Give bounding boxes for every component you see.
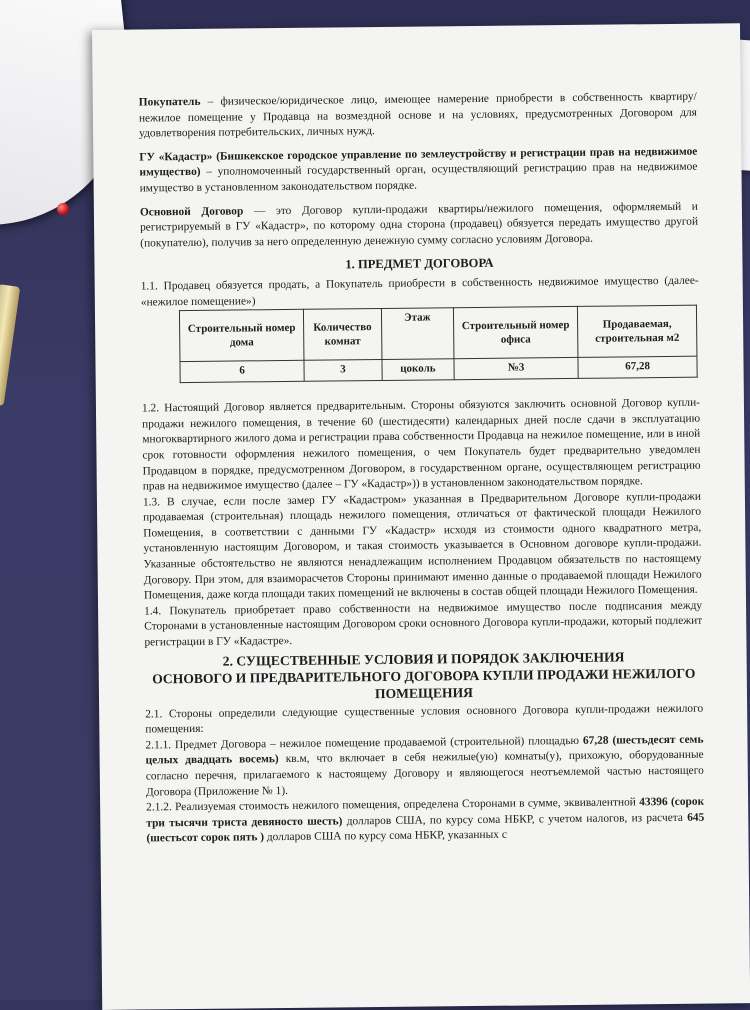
table-header: Этаж (381, 308, 454, 360)
price-per-m2: 645 (шестьсот сорок пять ) (146, 811, 705, 845)
table-header-row (179, 305, 697, 361)
clause-text: 2.1.2. Реализуемая стоимость нежилого помещения, определена Сторонами в сумме, эквивалентной (146, 796, 640, 814)
clause-2-1: 2.1. Стороны определили следующие существенные условия основного Договора купли-продажи нежилого помещения: (145, 702, 704, 736)
table-cell: цоколь (382, 359, 455, 381)
definition-text: — это Договор купли-продажи квартиры/нежилого помещения, оформляемый и регистрируемый в ГУ «Кадастр», по которому одна сторона (продавец) обязуется передать имущество другой (покупателю), получив за него определенную денежную сумму согласно условиям Договора. (140, 200, 699, 250)
clause-1-4: 1.4. Покупатель приобретает право собственности на недвижимое имущество после подписания между Сторонами в установленные настоящим Договором сроки основного Договора купли-продажи, который подлежит регистрации в ГУ «Кадастре». (144, 599, 703, 649)
clause-text: долларов США по курсу сома НБКР, указанных с (263, 829, 507, 844)
section-2-title (145, 647, 704, 704)
definition-buyer (139, 90, 697, 143)
area-words: (шестьдесят семь целых двадцать восемь) (145, 733, 704, 767)
table-header: Количество комнат (304, 309, 382, 361)
table-header: Строительный номер офиса (453, 307, 578, 359)
document-content (139, 90, 705, 848)
pushpin-icon (57, 203, 69, 215)
term-kadastr: ГУ «Кадастр» (Бишкекское городское управление по землеустройству и регистрации прав на недвижимое имущество) (139, 145, 698, 179)
clause-text: кв.м, что включает в себя нежилые(ую) комнаты(у), прихожую, оборудованные согласно перечня, прилагаемого к настоящему Договору и являющегося неотъемлемой частью настоящего Договора (Приложение № 1). (145, 749, 704, 799)
section-2-title-line: ОСНОВОГО И ПРЕДВАРИТЕЛЬНОГО ДОГОВОРА КУПЛИ ПРОДАЖИ НЕЖИЛОГО (152, 665, 696, 687)
price-value: 43396 (сорок три тысячи триста девяносто шесть) (146, 795, 705, 830)
clause-1-1: 1.1. Продавец обязуется продать, а Покупатель приобрести в собственность недвижимое имущество (далее- «нежилое помещение») (140, 274, 699, 309)
definition-kadastr (139, 144, 697, 197)
definition-main-contract (140, 199, 698, 252)
document-page (92, 23, 750, 1010)
clause-text: 2.1.1. Предмет Договора – нежилое помещение продаваемой (строительной) площадью (145, 734, 583, 752)
area-value: 67,28 (582, 734, 609, 747)
table-cell: 3 (304, 360, 382, 382)
table-header: Строительный номер дома (179, 309, 304, 361)
property-table (179, 305, 698, 383)
table-cell: 6 (180, 360, 304, 382)
clause-2-1-2 (146, 795, 704, 848)
table-row (180, 356, 697, 382)
table-cell: №3 (454, 358, 578, 380)
table-header: Продаваемая, строительная м2 (578, 305, 697, 357)
definition-text: – уполномоченный государственный орган, осуществляющий регистрацию прав на недвижимое имущество в установленном законодательством порядке. (139, 161, 698, 195)
section-2-title-line: 2. СУЩЕСТВЕННЫЕ УСЛОВИЯ И ПОРЯДОК ЗАКЛЮЧЕНИЯ (222, 649, 625, 669)
clause-1-2: 1.2. Настоящий Договор является предварительным. Стороны обязуются заключить основной Договор купли-продажи нежилого помещения, в течение 60 (шестидесяти) календарных дней после сдачи в эксплуатацию многоквартирного жилого дома и регистрации права собственности Продавца на нежилое помещение, или в иной срок готовности оформления нежилого помещения, о чем Покупатель будет предварительно уведомлен Продавцом в порядке, предусмотренном Договором, в государственном органе, осуществляющем регистрацию прав на недвижимое имущество (далее – ГУ «Кадастр»)) в установленном законодательством порядке. (141, 396, 701, 493)
term-main-contract: Основной Договор (139, 204, 244, 219)
section-1-title: 1. ПРЕДМЕТ ДОГОВОРА (345, 256, 494, 272)
definition-text: – физическое/юридическое лицо, имеющее намерение приобрести в собственность квартиру/нежилое помещение у Продавца на возмездной основе и на условиях, предусмотренных Договором для удовлетворения потребительских, личных нужд. (138, 90, 697, 140)
clause-1-3: 1.3. В случае, если после замер ГУ «Кадастром» указанная в Предварительном Договоре купли-продажи продаваемая (строительная) площадь нежилого помещения, отличаться от фактической площади Нежилого Помещения, в соответствии с данными ГУ «Кадастр» исходя из стоимости одного квадратного метра, установленную настоящим Договором, и такая стоимость указывается в Основном договоре купли-продажи. Указанные обстоятельство не являются ненадлежащим исполнением Продавцом обязательств по настоящему Договору. При этом, для взаиморасчетов Стороны принимают именно данные о продаваемой площади Нежилого Помещения, даже когда площади таких помещений не включены в состав общей площади Нежилого Помещения. (142, 490, 702, 602)
clause-text: долларов США, по курсу сома НБКР, с учетом налогов, из расчета (342, 811, 688, 828)
section-2-title-line: ПОМЕЩЕНИЯ (374, 684, 474, 701)
clause-2-1-1 (145, 732, 704, 800)
table-cell: 67,28 (578, 356, 697, 378)
term-buyer: Покупатель (138, 95, 201, 109)
